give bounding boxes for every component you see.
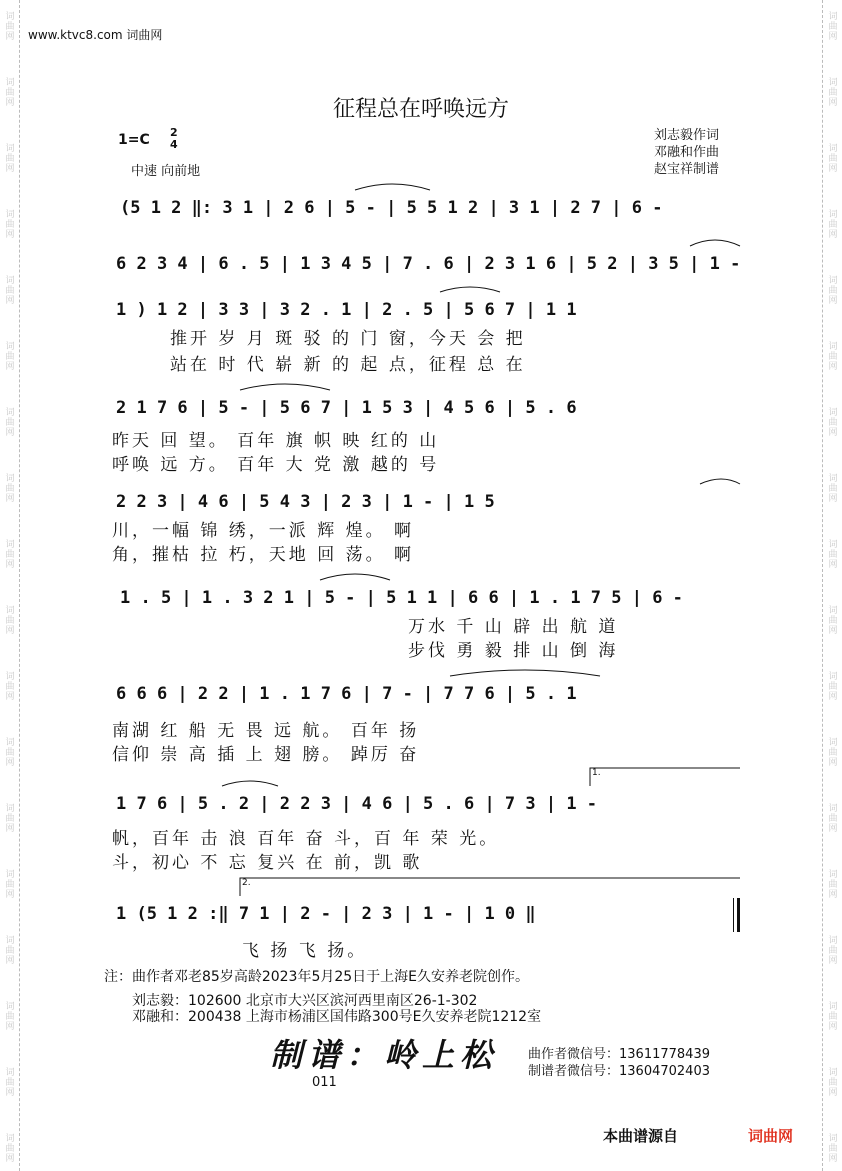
notation-text: 2 2 3 | 4 6 | 5 4 3 | 2 3 | 1 - | 1 5 bbox=[116, 492, 495, 512]
arranger-signature: 制谱：岭上松 bbox=[270, 1036, 499, 1074]
watermark-text: 词 曲 网 bbox=[5, 210, 15, 240]
lyrics-verse-1: 南湖 红 船 无 畏 远 航。 百年 扬 bbox=[112, 721, 420, 741]
right-watermark-strip bbox=[822, 0, 842, 1171]
notation-text: 1 7 6 | 5 . 2 | 2 2 3 | 4 6 | 5 . 6 | 7 3 | 1 - bbox=[116, 794, 598, 814]
ending-2-label: 2. bbox=[242, 878, 251, 888]
watermark-text: 词 曲 网 bbox=[828, 210, 838, 240]
notation-line bbox=[112, 390, 742, 424]
watermark-text: 词 曲 网 bbox=[5, 1134, 15, 1164]
watermark-text: 词 曲 网 bbox=[828, 870, 838, 900]
song-title: 征程总在呼唤远方 bbox=[332, 97, 509, 122]
watermark-text: 词 曲 网 bbox=[828, 606, 838, 636]
composer-wechat: 曲作者微信号：13611778439 bbox=[528, 1047, 710, 1062]
brand-link[interactable]: 词曲网 bbox=[748, 1127, 794, 1145]
watermark-text: 词 曲 网 bbox=[5, 1068, 15, 1098]
left-watermark-strip bbox=[0, 0, 20, 1171]
lyrics-verse-1: 推开 岁 月 斑 驳 的 门 窗，今天 会 把 bbox=[170, 329, 526, 349]
lyrics-verse-1: 昨天 回 望。 百年 旗 帜 映 红的 山 bbox=[112, 431, 440, 451]
address-composer: 邓融和：200438 上海市杨浦区国伟路300号E久安养老院1212室 bbox=[132, 1009, 542, 1025]
watermark-text: 词 曲 网 bbox=[828, 144, 838, 174]
watermark-text: 词 曲 网 bbox=[828, 540, 838, 570]
notation-text: 6 2 3 4 | 6 . 5 | 1 3 4 5 | 7 . 6 | 2 3 1 6 | 5 2 | 3 5 | 1 - bbox=[116, 254, 741, 274]
lyrics-verse-2: 角，摧枯 拉 朽，天地 回 荡。 啊 bbox=[112, 545, 415, 565]
watermark-text: 词 曲 网 bbox=[5, 606, 15, 636]
ending-1-label: 1. bbox=[592, 768, 601, 778]
meter-bottom: 4 bbox=[170, 138, 178, 151]
watermark-text: 词 曲 网 bbox=[828, 672, 838, 702]
address-lyricist: 刘志毅：102600 北京市大兴区滨河西里南区26-1-302 bbox=[132, 993, 478, 1009]
watermark-text: 词 曲 网 bbox=[5, 78, 15, 108]
composer-credit: 邓融和作曲 bbox=[654, 145, 720, 160]
watermark-text: 词 曲 网 bbox=[828, 738, 838, 768]
notation-text: (5 1 2 ‖: 3 1 | 2 6 | 5 - | 5 5 1 2 | 3 1 | 2 7 | 6 - bbox=[120, 198, 663, 218]
lyrics-verse-2: 步伐 勇 毅 排 山 倒 海 bbox=[408, 641, 619, 661]
notation-line bbox=[112, 292, 742, 326]
lyrics-verse-2: 斗，初心 不 忘 复兴 在 前，凯 歌 bbox=[112, 853, 423, 873]
lyrics-verse-1: 川，一幅 锦 绣，一派 辉 煌。 啊 bbox=[112, 521, 415, 541]
page-number: 011 bbox=[312, 1075, 337, 1090]
watermark-text: 词 曲 网 bbox=[828, 804, 838, 834]
watermark-text: 词 曲 网 bbox=[828, 342, 838, 372]
time-signature bbox=[170, 127, 178, 151]
lyrics-verse-2: 呼唤 远 方。 百年 大 党 激 越的 号 bbox=[112, 455, 440, 475]
site-header: www.ktvc8.com 词曲网 bbox=[28, 28, 163, 42]
notation-line bbox=[112, 484, 742, 518]
watermark-text: 词 曲 网 bbox=[828, 936, 838, 966]
watermark-text: 词 曲 网 bbox=[5, 804, 15, 834]
watermark-text: 词 曲 网 bbox=[828, 474, 838, 504]
lyrics-verse-2: 站在 时 代 崭 新 的 起 点，征程 总 在 bbox=[170, 355, 526, 375]
watermark-text: 词 曲 网 bbox=[5, 276, 15, 306]
watermark-text: 词 曲 网 bbox=[5, 144, 15, 174]
arranger-wechat: 制谱者微信号：13604702403 bbox=[528, 1064, 710, 1079]
watermark-text: 词 曲 网 bbox=[5, 12, 15, 42]
watermark-text: 词 曲 网 bbox=[828, 1068, 838, 1098]
watermark-text: 词 曲 网 bbox=[5, 870, 15, 900]
arranger-credit: 赵宝祥制谱 bbox=[654, 162, 720, 177]
watermark-text: 词 曲 网 bbox=[828, 78, 838, 108]
lyricist-credit: 刘志毅作词 bbox=[654, 128, 720, 143]
lyrics-verse-1: 帆，百年 击 浪 百年 奋 斗，百 年 荣 光。 bbox=[112, 829, 500, 849]
notation-text: 2 1 7 6 | 5 - | 5 6 7 | 1 5 3 | 4 5 6 | 5 . 6 bbox=[116, 398, 577, 418]
notation-text: 1 (5 1 2 :‖ 7 1 | 2 - | 2 3 | 1 - | 1 0 ‖ bbox=[116, 904, 536, 924]
notation-line bbox=[112, 190, 742, 224]
watermark-text: 词 曲 网 bbox=[5, 540, 15, 570]
lyrics-verse-1: 飞 扬 飞 扬。 bbox=[242, 941, 368, 961]
notation-line bbox=[112, 580, 742, 614]
meter-top: 2 bbox=[170, 126, 178, 139]
notation-line bbox=[112, 786, 742, 820]
notation-line bbox=[112, 246, 742, 280]
watermark-text: 词 曲 网 bbox=[5, 1002, 15, 1032]
notation-line bbox=[112, 676, 742, 710]
lyrics-verse-2: 信仰 崇 高 插 上 翅 膀。 踔厉 奋 bbox=[112, 745, 420, 765]
footnote: 注：曲作者邓老85岁高龄2023年5月25日于上海E久安养老院创作。 bbox=[104, 969, 530, 985]
watermark-text: 词 曲 网 bbox=[5, 474, 15, 504]
notation-text: 6 6 6 | 2 2 | 1 . 1 7 6 | 7 - | 7 7 6 | 5 . 1 bbox=[116, 684, 577, 704]
watermark-text: 词 曲 网 bbox=[828, 1002, 838, 1032]
watermark-text: 词 曲 网 bbox=[828, 408, 838, 438]
ending-bracket-2 bbox=[240, 878, 740, 896]
source-label: 本曲谱源自 bbox=[603, 1127, 679, 1145]
watermark-text: 词 曲 网 bbox=[5, 738, 15, 768]
watermark-text: 词 曲 网 bbox=[828, 12, 838, 42]
notation-text: 1 ) 1 2 | 3 3 | 3 2 . 1 | 2 . 5 | 5 6 7 | 1 1 bbox=[116, 300, 577, 320]
watermark-text: 词 曲 网 bbox=[828, 276, 838, 306]
credits bbox=[654, 127, 719, 178]
notation-line bbox=[112, 896, 742, 930]
watermark-text: 词 曲 网 bbox=[5, 672, 15, 702]
watermark-text: 词 曲 网 bbox=[5, 342, 15, 372]
watermark-text: 词 曲 网 bbox=[5, 936, 15, 966]
watermark-text: 词 曲 网 bbox=[828, 1134, 838, 1164]
watermark-text: 词 曲 网 bbox=[5, 408, 15, 438]
ending-bracket-1 bbox=[590, 768, 740, 786]
tempo-marking: 中速 向前地 bbox=[131, 164, 201, 179]
key-signature: 1=C bbox=[118, 132, 150, 148]
notation-text: 1 . 5 | 1 . 3 2 1 | 5 - | 5 1 1 | 6 6 | 1 . 1 7 5 | 6 - bbox=[120, 588, 683, 608]
lyrics-verse-1: 万水 千 山 辟 出 航 道 bbox=[408, 617, 619, 637]
wechat-contacts bbox=[528, 1046, 710, 1080]
